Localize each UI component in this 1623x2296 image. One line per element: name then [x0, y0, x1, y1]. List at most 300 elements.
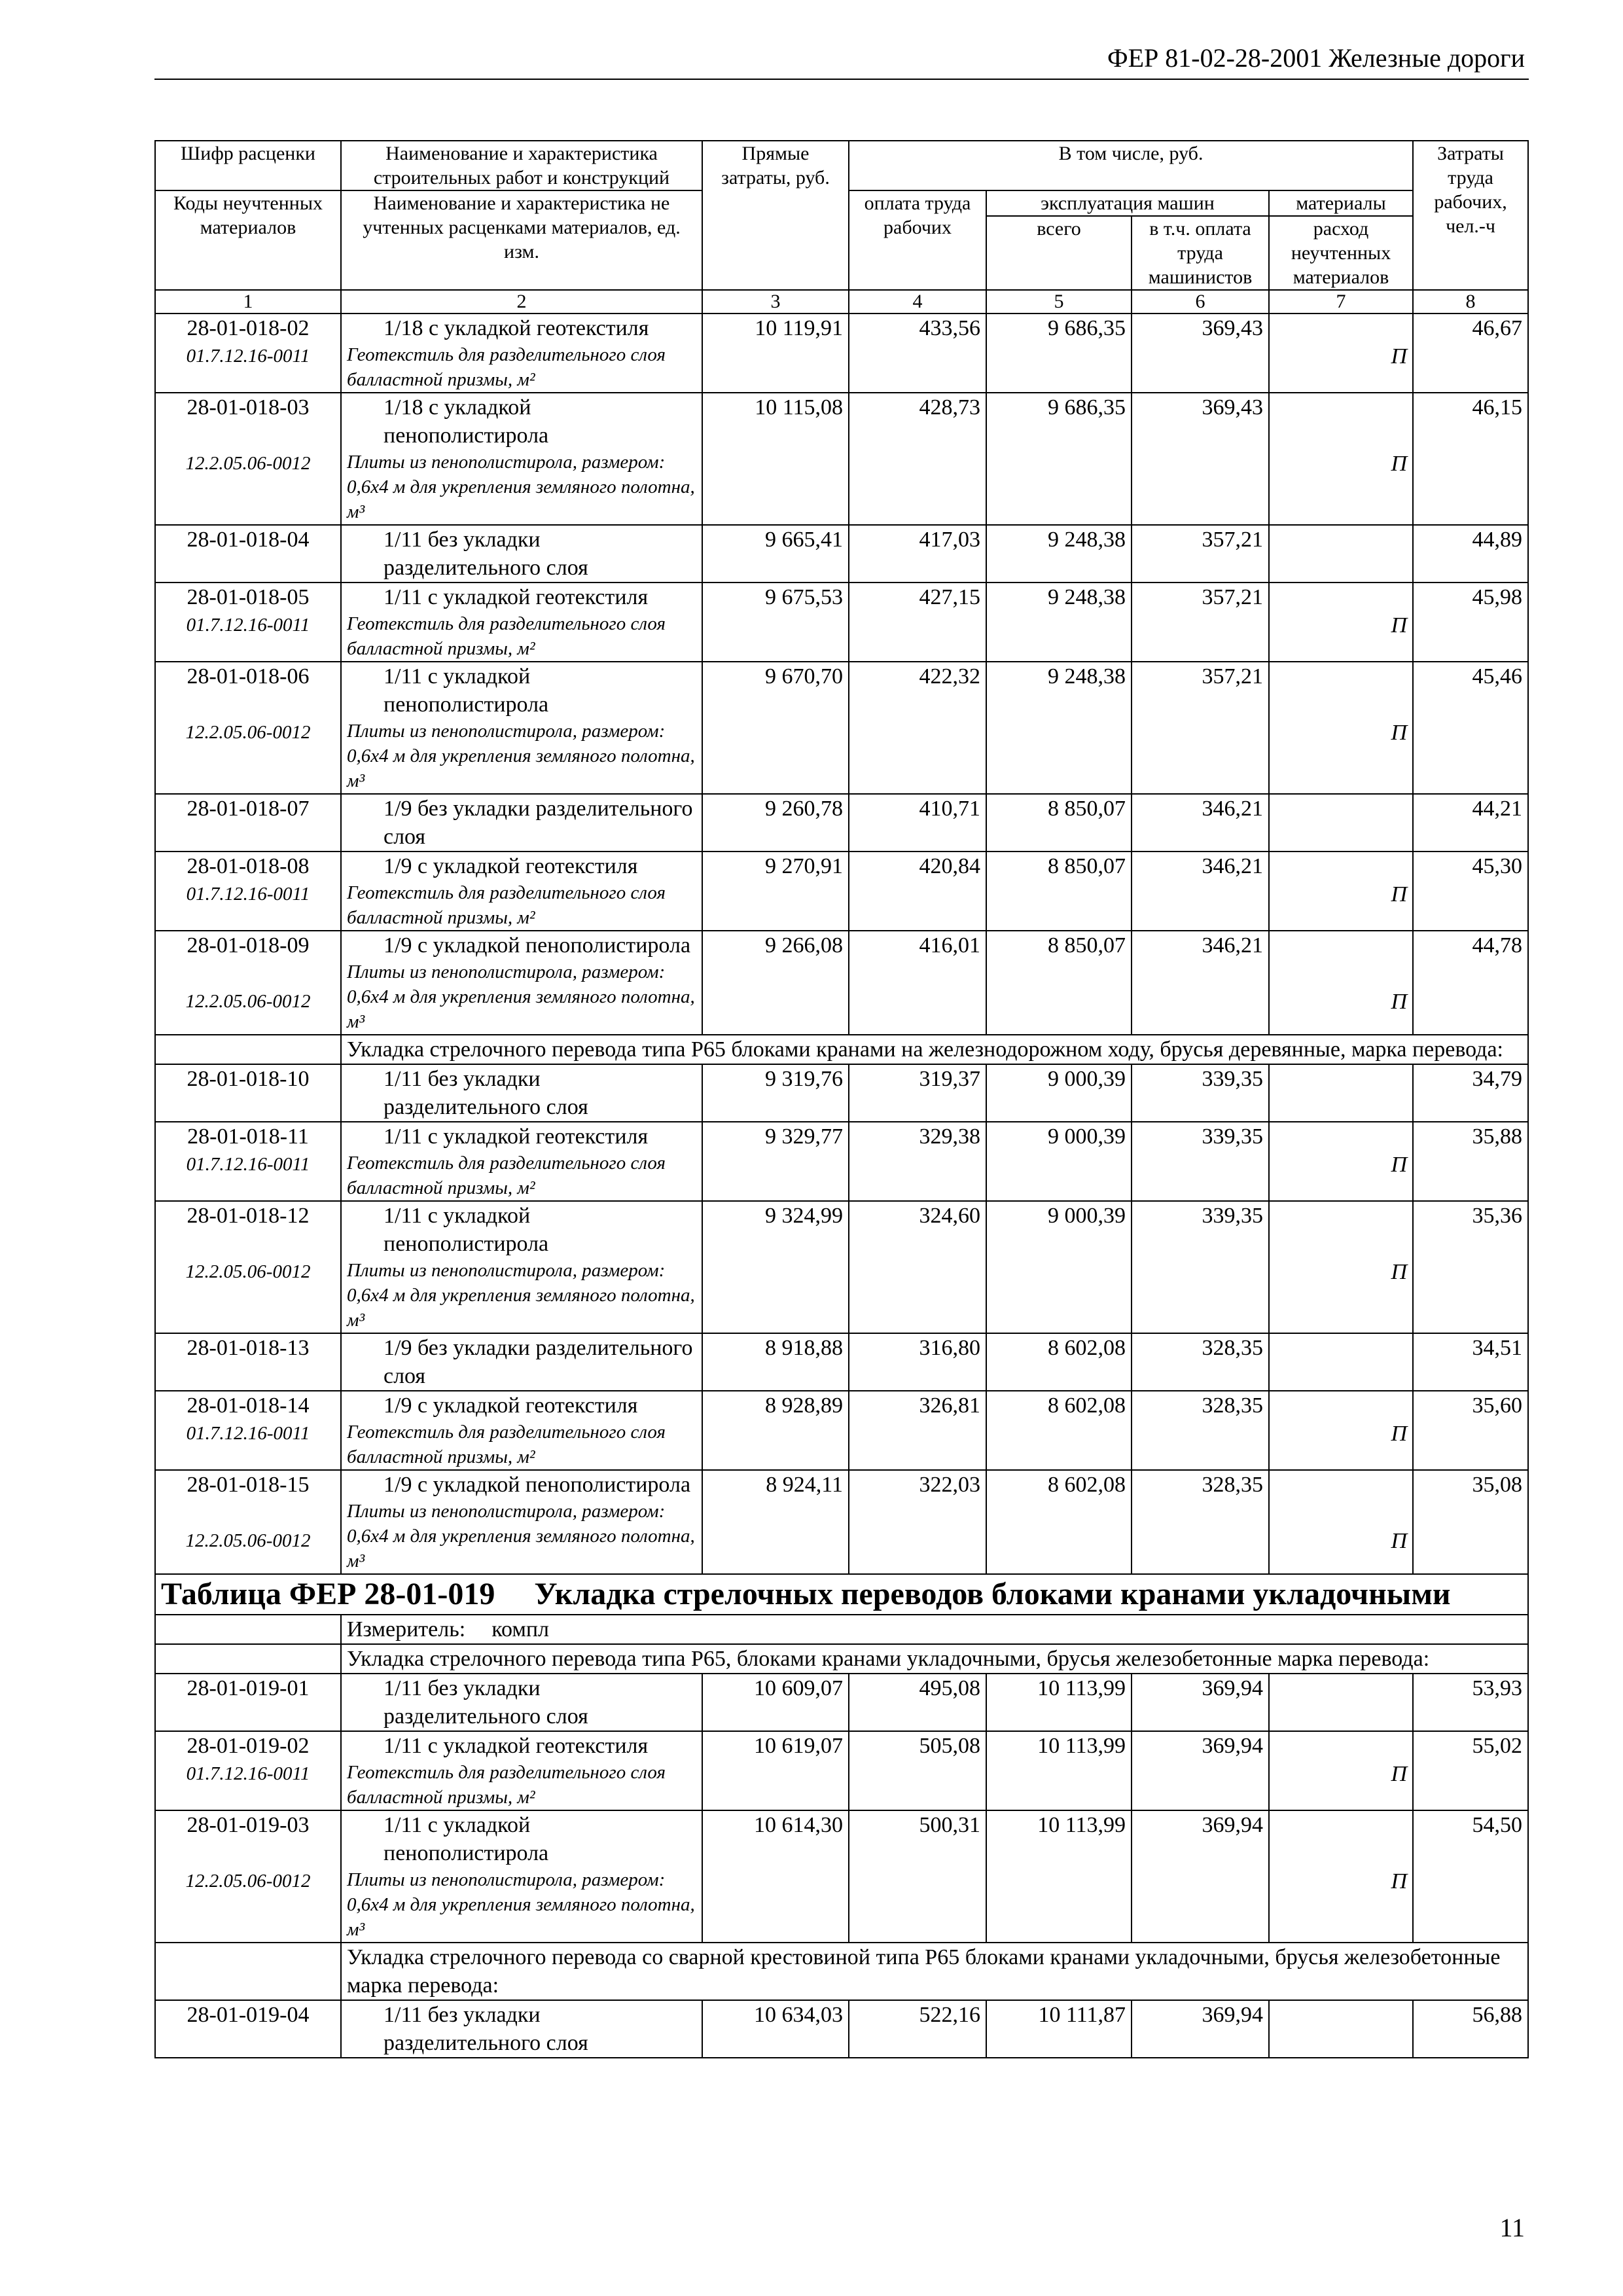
work-name-cell [341, 1064, 702, 1122]
direct-value: 8 928,89 [765, 1393, 843, 1418]
table-row [155, 1391, 1528, 1470]
rate-code: 28-01-018-06 [187, 664, 310, 689]
rate-code-cell [155, 1122, 341, 1201]
material-flag: П [1391, 344, 1408, 368]
value-wages [849, 525, 986, 583]
column-number: 2 [341, 290, 702, 314]
value-machw [1132, 1201, 1269, 1333]
value-direct [702, 1731, 849, 1810]
direct-value: 10 119,91 [755, 316, 843, 340]
work-name: 1/11 с укладкой геотекстиля [383, 1734, 649, 1758]
spacer [1275, 931, 1407, 960]
value-wages [849, 852, 986, 931]
value-mach [986, 1064, 1132, 1122]
spacer [1275, 583, 1407, 611]
table-row [155, 1731, 1528, 1810]
table-row [155, 2000, 1528, 2058]
value-mach [986, 1391, 1132, 1470]
table-row [155, 1674, 1528, 1731]
machw-value: 339,35 [1202, 1067, 1263, 1091]
value-machw [1132, 1064, 1269, 1122]
running-header: ФЕР 81-02-28-2001 Железные дороги [1107, 43, 1525, 73]
table-title [155, 1574, 1528, 1615]
labor-value: 35,36 [1472, 1204, 1523, 1228]
material-flag: П [1391, 1529, 1408, 1553]
labor-value: 53,93 [1472, 1676, 1523, 1700]
mach-value: 9 248,38 [1048, 528, 1126, 552]
table-title-row [155, 1574, 1528, 1615]
materials-cell [1269, 931, 1413, 1035]
direct-value: 9 260,78 [765, 797, 843, 821]
rates-table [154, 140, 1529, 2058]
material-name: Плиты из пенополистирола, размером: 0,6х4 м для укрепления земляного полотна, м³ [347, 721, 695, 791]
column-number: 5 [986, 290, 1132, 314]
machw-value: 346,21 [1202, 797, 1263, 821]
value-machw [1132, 314, 1269, 393]
material-flag: П [1391, 452, 1408, 476]
table-row [155, 1064, 1528, 1122]
value-machw [1132, 662, 1269, 794]
rate-code-cell [155, 852, 341, 931]
col-direct-header: Прямые затраты, руб. [702, 141, 849, 290]
rate-code: 28-01-018-11 [187, 1124, 309, 1149]
labor-cell [1413, 1391, 1528, 1470]
material-code: 12.2.05.06-0012 [185, 722, 311, 743]
value-wages [849, 1064, 986, 1122]
mach-value: 9 000,39 [1048, 1067, 1126, 1091]
materials-cell [1269, 2000, 1413, 2058]
labor-cell [1413, 1064, 1528, 1122]
material-code: 12.2.05.06-0012 [185, 1530, 311, 1551]
value-direct [702, 1470, 849, 1574]
work-name: 1/11 с укладкой пенополистирола [383, 1204, 549, 1256]
direct-value: 9 266,08 [765, 933, 843, 958]
direct-value: 9 665,41 [765, 528, 843, 552]
work-name-cell [341, 393, 702, 525]
mach-value: 10 113,99 [1037, 1734, 1126, 1758]
direct-value: 8 918,88 [765, 1336, 843, 1360]
work-name: 1/11 с укладкой геотекстиля [383, 1124, 649, 1149]
rate-code-cell [155, 794, 341, 852]
labor-value: 35,08 [1472, 1473, 1523, 1497]
value-machw [1132, 1470, 1269, 1574]
work-name-cell [341, 1674, 702, 1731]
rate-code-cell [155, 1810, 341, 1943]
mach-value: 8 602,08 [1048, 1336, 1126, 1360]
value-mach [986, 1333, 1132, 1391]
labor-cell [1413, 794, 1528, 852]
machw-value: 339,35 [1202, 1124, 1263, 1149]
value-wages [849, 1333, 986, 1391]
work-name: 1/9 с укладкой пенополистирола [383, 933, 691, 958]
mach-value: 9 686,35 [1048, 316, 1126, 340]
wages-value: 505,08 [919, 1734, 980, 1758]
table-row [155, 1333, 1528, 1391]
rate-code: 28-01-019-04 [187, 2003, 310, 2027]
direct-value: 10 115,08 [755, 395, 843, 420]
labor-value: 35,88 [1472, 1124, 1523, 1149]
value-machw [1132, 1333, 1269, 1391]
value-direct [702, 1122, 849, 1201]
spacer [1275, 1732, 1407, 1760]
spacer [1275, 422, 1407, 450]
table-row [155, 852, 1528, 931]
material-flag: П [1391, 1762, 1408, 1786]
labor-value: 46,67 [1472, 316, 1523, 340]
spacer [1275, 1202, 1407, 1230]
material-flag: П [1391, 1422, 1408, 1446]
wages-value: 500,31 [919, 1813, 980, 1837]
mach-value: 9 000,39 [1048, 1124, 1126, 1149]
material-name: Плиты из пенополистирола, размером: 0,6х4 м для укрепления земляного полотна, м³ [347, 452, 695, 522]
material-name: Плиты из пенополистирола, размером: 0,6х4 м для укрепления земляного полотна, м³ [347, 1501, 695, 1571]
value-machw [1132, 393, 1269, 525]
measure-empty-cell [155, 1615, 341, 1644]
work-name: 1/9 с укладкой геотекстиля [383, 1393, 638, 1418]
value-mach [986, 525, 1132, 583]
value-machw [1132, 583, 1269, 662]
group-heading: Укладка стрелочного перевода со сварной крестовиной типа Р65 блоками кранами укладочными, брусья железобетонные марка перевода: [341, 1943, 1528, 2000]
rate-code-cell [155, 1470, 341, 1574]
work-name: 1/11 с укладкой геотекстиля [383, 585, 649, 609]
spacer [1275, 1122, 1407, 1151]
value-direct [702, 1064, 849, 1122]
spacer [1275, 393, 1407, 422]
value-machw [1132, 794, 1269, 852]
col-machines-wages-header: в т.ч. оплата труда машинистов [1132, 216, 1269, 290]
wages-value: 522,16 [919, 2003, 980, 2027]
machw-value: 346,21 [1202, 854, 1263, 878]
rate-code: 28-01-018-08 [187, 854, 310, 878]
value-direct [702, 1674, 849, 1731]
col-machines-total-header: всего [986, 216, 1132, 290]
table-row [155, 314, 1528, 393]
value-direct [702, 1391, 849, 1470]
table-row [155, 1122, 1528, 1201]
materials-cell [1269, 1391, 1413, 1470]
work-name: 1/11 с укладкой пенополистирола [383, 1813, 549, 1865]
material-flag: П [1391, 990, 1408, 1014]
value-direct [702, 1333, 849, 1391]
column-number: 3 [702, 290, 849, 314]
rate-code: 28-01-019-01 [187, 1676, 310, 1700]
group-row [155, 1035, 1528, 1064]
mach-value: 9 000,39 [1048, 1204, 1126, 1228]
direct-value: 9 324,99 [765, 1204, 843, 1228]
labor-cell [1413, 2000, 1528, 2058]
spacer [161, 691, 335, 719]
col-machines-header: эксплуатация машин [986, 190, 1269, 216]
work-name-cell [341, 1391, 702, 1470]
spacer [161, 1499, 335, 1527]
work-name-cell [341, 1731, 702, 1810]
value-mach [986, 852, 1132, 931]
work-name: 1/11 без укладки разделительного слоя [383, 528, 588, 580]
material-code: 01.7.12.16-0011 [186, 346, 310, 367]
machw-value: 357,21 [1202, 585, 1263, 609]
spacer [161, 422, 335, 450]
machw-value: 328,35 [1202, 1473, 1263, 1497]
material-code: 01.7.12.16-0011 [186, 1154, 310, 1175]
col-wages-header: оплата труда рабочих [849, 190, 986, 290]
table-row [155, 1810, 1528, 1943]
group-empty-cell [155, 1035, 341, 1064]
spacer [1275, 691, 1407, 719]
work-name-cell [341, 314, 702, 393]
material-name: Плиты из пенополистирола, размером: 0,6х4 м для укрепления земляного полотна, м³ [347, 1260, 695, 1331]
wages-value: 417,03 [919, 528, 980, 552]
mach-value: 8 602,08 [1048, 1473, 1126, 1497]
rate-code-cell [155, 393, 341, 525]
material-name: Геотекстиль для разделительного слоя балластной призмы, м² [347, 1153, 666, 1198]
direct-value: 10 614,30 [754, 1813, 843, 1837]
value-direct [702, 1201, 849, 1333]
value-machw [1132, 931, 1269, 1035]
col-code-sub-header: Коды неучтенных материалов [155, 190, 341, 290]
table-row [155, 1470, 1528, 1574]
value-direct [702, 852, 849, 931]
table-row [155, 583, 1528, 662]
col-name-header: Наименование и характеристика строительных работ и конструкций [341, 141, 702, 190]
rate-code-cell [155, 931, 341, 1035]
wages-value: 316,80 [919, 1336, 980, 1360]
table-row [155, 525, 1528, 583]
group-heading: Укладка стрелочного перевода типа Р65 блоками кранами на железнодорожном ходу, брусья деревянные, марка перевода: [341, 1035, 1528, 1064]
direct-value: 9 270,91 [765, 854, 843, 878]
work-name: 1/9 без укладки разделительного слоя [383, 1336, 693, 1388]
labor-value: 54,50 [1472, 1813, 1523, 1837]
value-mach [986, 1674, 1132, 1731]
measure-row [155, 1615, 1528, 1644]
work-name-cell [341, 525, 702, 583]
value-machw [1132, 1731, 1269, 1810]
value-direct [702, 794, 849, 852]
wages-value: 495,08 [919, 1676, 980, 1700]
machw-value: 369,94 [1202, 1734, 1263, 1758]
material-code: 12.2.05.06-0012 [185, 453, 311, 474]
measure-unit: компл [491, 1617, 550, 1641]
spacer [1275, 1230, 1407, 1258]
value-direct [702, 931, 849, 1035]
material-code: 01.7.12.16-0011 [186, 1763, 310, 1784]
materials-cell [1269, 583, 1413, 662]
material-name: Плиты из пенополистирола, размером: 0,6х4 м для укрепления земляного полотна, м³ [347, 1869, 695, 1940]
work-name-cell [341, 852, 702, 931]
work-name-cell [341, 1470, 702, 1574]
rate-code: 28-01-018-13 [187, 1336, 310, 1360]
labor-cell [1413, 1731, 1528, 1810]
materials-cell [1269, 662, 1413, 794]
value-mach [986, 393, 1132, 525]
machw-value: 369,94 [1202, 1813, 1263, 1837]
labor-cell [1413, 583, 1528, 662]
spacer [1275, 1471, 1407, 1499]
rate-code-cell [155, 583, 341, 662]
labor-cell [1413, 393, 1528, 525]
column-number: 4 [849, 290, 986, 314]
value-wages [849, 1674, 986, 1731]
table-row [155, 393, 1528, 525]
machw-value: 339,35 [1202, 1204, 1263, 1228]
material-name: Плиты из пенополистирола, размером: 0,6х4 м для укрепления земляного полотна, м³ [347, 961, 695, 1032]
rate-code-cell [155, 1731, 341, 1810]
col-labor-header: Затраты труда рабочих, чел.-ч [1413, 141, 1528, 290]
materials-cell [1269, 1201, 1413, 1333]
value-mach [986, 662, 1132, 794]
labor-value: 35,60 [1472, 1393, 1523, 1418]
materials-cell [1269, 1731, 1413, 1810]
machw-value: 369,94 [1202, 1676, 1263, 1700]
group-row [155, 1644, 1528, 1674]
rate-code: 28-01-018-05 [187, 585, 310, 609]
value-wages [849, 1470, 986, 1574]
value-mach [986, 1470, 1132, 1574]
work-name: 1/11 без укладки разделительного слоя [383, 1676, 588, 1729]
materials-cell [1269, 1122, 1413, 1201]
wages-value: 329,38 [919, 1124, 980, 1149]
work-name-cell [341, 2000, 702, 2058]
wages-value: 410,71 [919, 797, 980, 821]
materials-cell [1269, 393, 1413, 525]
spacer [1275, 1811, 1407, 1839]
material-flag: П [1391, 1869, 1408, 1893]
machw-value: 357,21 [1202, 528, 1263, 552]
work-name-cell [341, 662, 702, 794]
work-name: 1/11 с укладкой пенополистирола [383, 664, 549, 717]
materials-cell [1269, 1333, 1413, 1391]
material-flag: П [1391, 882, 1408, 906]
rate-code-cell [155, 2000, 341, 2058]
labor-cell [1413, 852, 1528, 931]
spacer [1275, 852, 1407, 880]
direct-value: 8 924,11 [766, 1473, 843, 1497]
spacer [1275, 662, 1407, 691]
labor-value: 56,88 [1472, 2003, 1523, 2027]
rate-code: 28-01-018-14 [187, 1393, 310, 1418]
value-direct [702, 662, 849, 794]
machw-value: 357,21 [1202, 664, 1263, 689]
rate-code: 28-01-018-07 [187, 797, 310, 821]
rate-code-cell [155, 1674, 341, 1731]
labor-value: 45,30 [1472, 854, 1523, 878]
wages-value: 422,32 [919, 664, 980, 689]
value-mach [986, 931, 1132, 1035]
value-direct [702, 2000, 849, 2058]
group-empty-cell [155, 1943, 341, 2000]
value-direct [702, 583, 849, 662]
value-wages [849, 583, 986, 662]
value-mach [986, 794, 1132, 852]
mach-value: 10 111,87 [1038, 2003, 1126, 2027]
machw-value: 346,21 [1202, 933, 1263, 958]
rate-code: 28-01-019-03 [187, 1813, 310, 1837]
material-name: Геотекстиль для разделительного слоя балластной призмы, м² [347, 613, 666, 659]
value-wages [849, 1201, 986, 1333]
value-machw [1132, 1810, 1269, 1943]
wages-value: 319,37 [919, 1067, 980, 1091]
direct-value: 9 675,53 [765, 585, 843, 609]
labor-cell [1413, 1333, 1528, 1391]
labor-value: 45,46 [1472, 664, 1523, 689]
material-name: Геотекстиль для разделительного слоя балластной призмы, м² [347, 882, 666, 928]
materials-cell [1269, 1064, 1413, 1122]
work-name: 1/18 с укладкой геотекстиля [383, 316, 649, 340]
machw-value: 328,35 [1202, 1393, 1263, 1418]
column-number: 1 [155, 290, 341, 314]
value-wages [849, 1391, 986, 1470]
group-heading: Укладка стрелочного перевода типа Р65, блоками кранами укладочными, брусья железобетонные марка перевода: [341, 1644, 1528, 1674]
machw-value: 369,43 [1202, 395, 1263, 420]
labor-value: 44,21 [1472, 797, 1523, 821]
direct-value: 10 619,07 [754, 1734, 843, 1758]
work-name-cell [341, 1201, 702, 1333]
work-name: 1/9 с укладкой геотекстиля [383, 854, 638, 878]
value-wages [849, 1810, 986, 1943]
direct-value: 10 634,03 [754, 2003, 843, 2027]
spacer [1275, 314, 1407, 342]
col-materials-sub-header: расход неучтенных материалов [1269, 216, 1413, 290]
labor-value: 45,98 [1472, 585, 1523, 609]
mach-value: 10 113,99 [1037, 1676, 1126, 1700]
materials-cell [1269, 1674, 1413, 1731]
material-code: 01.7.12.16-0011 [186, 1423, 310, 1444]
wages-value: 324,60 [919, 1204, 980, 1228]
rate-code: 28-01-018-03 [187, 395, 310, 420]
work-name-cell [341, 1810, 702, 1943]
value-wages [849, 794, 986, 852]
wages-value: 427,15 [919, 585, 980, 609]
column-number: 7 [1269, 290, 1413, 314]
work-name: 1/9 с укладкой пенополистирола [383, 1473, 691, 1497]
value-direct [702, 314, 849, 393]
direct-value: 9 329,77 [765, 1124, 843, 1149]
labor-cell [1413, 1470, 1528, 1574]
materials-cell [1269, 1470, 1413, 1574]
work-name: 1/11 без укладки разделительного слоя [383, 1067, 588, 1119]
measure-label: Измеритель: [347, 1617, 466, 1641]
labor-cell [1413, 662, 1528, 794]
machw-value: 369,43 [1202, 316, 1263, 340]
work-name-cell [341, 794, 702, 852]
rate-code-cell [155, 525, 341, 583]
header-row-1 [155, 141, 1528, 190]
value-direct [702, 1810, 849, 1943]
wages-value: 420,84 [919, 854, 980, 878]
machw-value: 328,35 [1202, 1336, 1263, 1360]
material-code: 12.2.05.06-0012 [185, 1261, 311, 1282]
rate-code: 28-01-018-02 [187, 316, 310, 340]
material-code: 12.2.05.06-0012 [185, 991, 311, 1012]
direct-value: 10 609,07 [754, 1676, 843, 1700]
value-direct [702, 393, 849, 525]
rate-code-cell [155, 314, 341, 393]
direct-value: 9 319,76 [765, 1067, 843, 1091]
column-numbers-row [155, 290, 1528, 314]
work-name: 1/18 с укладкой пенополистирола [383, 395, 549, 448]
group-row [155, 1943, 1528, 2000]
value-mach [986, 1201, 1132, 1333]
header-rule [154, 79, 1529, 80]
value-wages [849, 2000, 986, 2058]
spacer [161, 960, 335, 988]
col-incl-header: В том числе, руб. [849, 141, 1413, 190]
value-machw [1132, 525, 1269, 583]
value-wages [849, 314, 986, 393]
labor-value: 34,79 [1472, 1067, 1523, 1091]
work-name: 1/9 без укладки разделительного слоя [383, 797, 693, 849]
labor-value: 44,78 [1472, 933, 1523, 958]
value-mach [986, 314, 1132, 393]
